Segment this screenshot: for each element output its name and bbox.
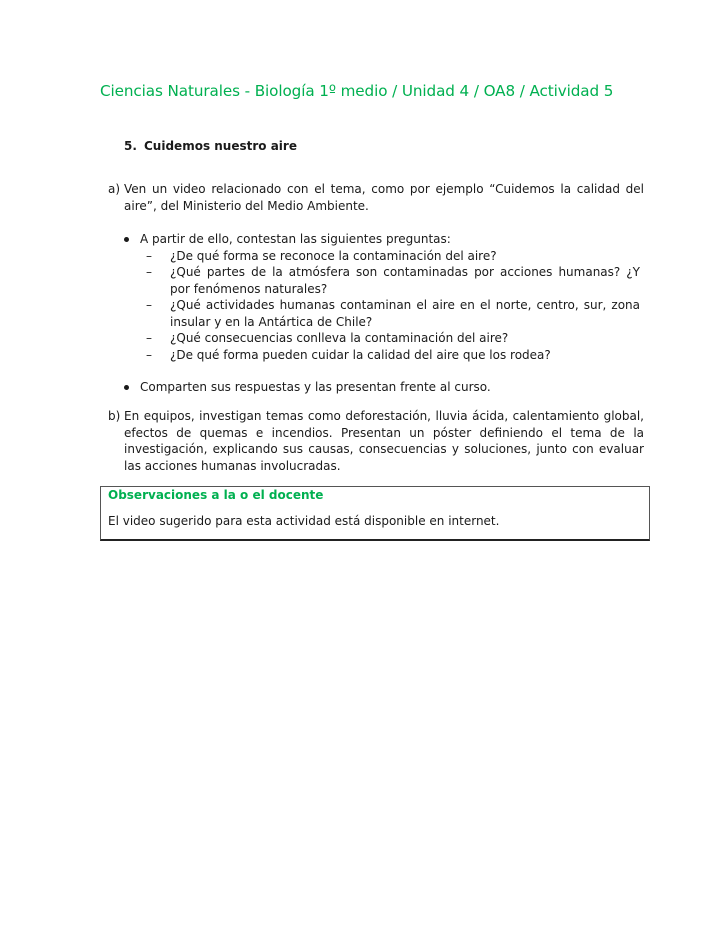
- dash-icon: –: [146, 248, 152, 263]
- question-item: [120, 330, 640, 347]
- bullet-text: A partir de ello, contestan las siguientes preguntas:: [140, 232, 451, 246]
- bullet-list-questions: [120, 231, 640, 363]
- bullet-item: [120, 379, 640, 396]
- question-text: ¿De qué forma se reconoce la contaminación del aire?: [170, 248, 497, 263]
- dash-icon: –: [146, 265, 152, 279]
- bullet-icon: [124, 385, 129, 390]
- question-list: [120, 248, 640, 364]
- bullet-list-share: [120, 379, 640, 396]
- observations-text: El video sugerido para esta actividad está disponible en internet.: [108, 514, 500, 528]
- bullet-icon: [124, 237, 129, 242]
- question-text: ¿Qué consecuencias conlleva la contaminación del aire?: [170, 331, 509, 345]
- dash-icon: –: [146, 331, 152, 345]
- part-a-text: Ven un video relacionado con el tema, como por ejemplo “Cuidemos la calidad del aire”, del Ministerio del Medio Ambiente.: [124, 182, 644, 213]
- activity-title-text: Cuidemos nuestro aire: [144, 139, 297, 153]
- question-item: [120, 264, 640, 297]
- observations-title: Observaciones a la o el docente: [108, 488, 324, 502]
- question-text: ¿Qué actividades humanas contaminan el aire en el norte, centro, sur, zona insular y en la Antártica de Chile?: [170, 298, 640, 329]
- part-b-text: En equipos, investigan temas como deforestación, lluvia ácida, calentamiento global, efectos de quemas e incendios. Presentan un póster definiendo el tema de la investigación, explicando sus causas, consecuencias y soluciones, junto con evaluar las acciones humanas involucradas.: [124, 409, 644, 473]
- part-a: [108, 181, 644, 214]
- activity-number: 5.: [124, 139, 137, 153]
- page-header: Ciencias Naturales - Biología 1º medio / Unidad 4 / OA8 / Actividad 5: [100, 82, 614, 100]
- bullet-item: [120, 231, 640, 248]
- question-text: ¿De qué forma pueden cuidar la calidad del aire que los rodea?: [170, 347, 551, 362]
- question-text: ¿Qué partes de la atmósfera son contaminadas por acciones humanas? ¿Y por fenómenos naturales?: [170, 265, 640, 296]
- question-item: [120, 347, 640, 364]
- bullet-text: Comparten sus respuestas y las presentan frente al curso.: [140, 380, 491, 394]
- activity-title: [124, 139, 297, 153]
- dash-icon: –: [146, 347, 152, 362]
- part-a-marker: a): [108, 182, 121, 196]
- part-b: [108, 408, 644, 474]
- teacher-observations-box: [100, 486, 650, 541]
- part-b-marker: b): [108, 409, 121, 423]
- question-item: [120, 297, 640, 330]
- question-item: [120, 248, 640, 265]
- dash-icon: –: [146, 298, 152, 312]
